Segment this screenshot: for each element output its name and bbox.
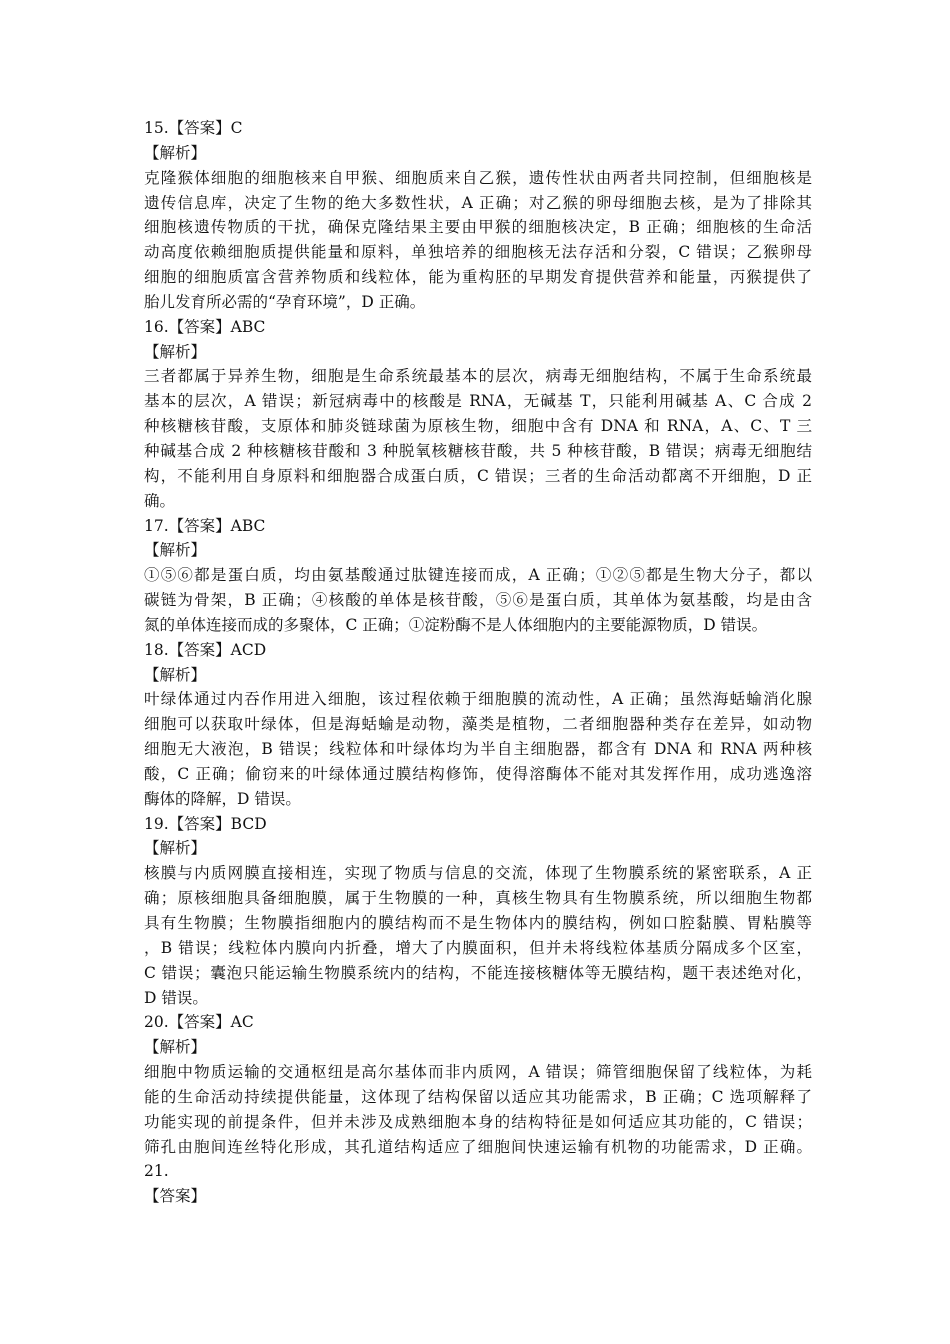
question-17-answer: 17.【答案】ABC (144, 516, 266, 535)
question-15-answer: 15.【答案】C (144, 119, 243, 137)
question-20-analysis-label: 【解析】 (144, 1038, 207, 1057)
analysis-line: D 错误。 (144, 988, 208, 1007)
analysis-line: 细胞中物质运输的交通枢纽是高尔基体而非内质网，A 错误；筛管细胞保留了线粒体，为耗 (144, 1063, 812, 1082)
analysis-line: 核膜与内质网膜直接相连，实现了物质与信息的交流，体现了生物膜系统的紧密联系，A 正 (144, 864, 812, 883)
question-19-analysis-label: 【解析】 (144, 839, 207, 858)
analysis-line: 叶绿体通过内吞作用进入细胞，该过程依赖于细胞膜的流动性，A 正确；虽然海蛞蝓消化腺 (144, 690, 812, 709)
question-21-block (144, 1159, 812, 1209)
question-21-answer-label: 【答案】 (144, 1187, 207, 1206)
analysis-line: C 错误；囊泡只能运输生物膜系统内的结构，不能连接核糖体等无膜结构，题干表述绝对化， (144, 963, 812, 982)
question-16-answer: 16.【答案】ABC (144, 317, 266, 336)
analysis-line: 动高度依赖细胞质提供能量和原料，单独培养的细胞核无法存活和分裂，C 错误；乙猴卵母 (144, 243, 812, 262)
question-18-answer: 18.【答案】ACD (144, 640, 267, 659)
analysis-line: 构，不能利用自身原料和细胞器合成蛋白质，C 错误；三者的生命活动都离不开细胞，D 正 (144, 466, 812, 485)
question-15-block (144, 116, 812, 315)
analysis-line: 氮的单体连接而成的多聚体，C 正确；①淀粉酶不是人体细胞内的主要能源物质，D 错误。 (144, 615, 768, 634)
analysis-line: 碳链为骨架，B 正确；④核酸的单体是核苷酸，⑤⑥是蛋白质，其单体为氨基酸，均是由含 (144, 591, 812, 610)
analysis-line: 遗传信息库，决定了生物的绝大多数性状，A 正确；对乙猴的卵母细胞去核，是为了排除其 (144, 193, 812, 212)
analysis-line: 确；原核细胞具备细胞膜，属于生物膜的一种，真核生物具有生物膜系统，所以细胞生物都 (144, 889, 812, 908)
analysis-line: 基本的层次，A 错误；新冠病毒中的核酸是 RNA，无碱基 T，只能利用碱基 A、C 合成 2 (144, 392, 812, 411)
analysis-line: 细胞可以获取叶绿体，但是海蛞蝓是动物，藻类是植物，二者细胞器种类存在差异，如动物 (144, 715, 812, 734)
question-16-block (144, 315, 812, 514)
question-19-answer: 19.【答案】BCD (144, 814, 267, 833)
question-15-analysis-label: 【解析】 (144, 143, 207, 162)
analysis-line: 筛孔由胞间连丝特化形成，其孔道结构适应了细胞间快速运输有机物的功能需求，D 正确。 (144, 1137, 812, 1156)
analysis-line: 种碱基合成 2 种核糖核苷酸和 3 种脱氧核糖核苷酸，共 5 种核苷酸，B 错误；病毒无细胞结 (144, 441, 812, 460)
analysis-line: ①⑤⑥都是蛋白质，均由氨基酸通过肽键连接而成，A 正确；①②⑤都是生物大分子，都以 (144, 566, 812, 585)
question-19-block (144, 812, 812, 1011)
analysis-line: 能的生命活动持续提供能量，这体现了结构保留以适应其功能需求，B 正确；C 选项解释了 (144, 1087, 812, 1106)
question-17-analysis-label: 【解析】 (144, 541, 207, 560)
question-21-number: 21. (144, 1162, 169, 1181)
analysis-line: 酶体的降解，D 错误。 (144, 789, 301, 808)
question-17-block (144, 514, 812, 638)
question-18-block (144, 638, 812, 812)
question-20-answer: 20.【答案】AC (144, 1013, 254, 1032)
analysis-line: 细胞核遗传物质的干扰，确保克隆结果主要由甲猴的细胞核决定，B 正确；细胞核的生命活 (144, 218, 812, 237)
analysis-line: ，B 错误；线粒体内膜向内折叠，增大了内膜面积，但并未将线粒体基质分隔成多个区室， (144, 938, 812, 957)
analysis-line: 三者都属于异养生物，细胞是生命系统最基本的层次，病毒无细胞结构，不属于生命系统最 (144, 367, 812, 386)
analysis-line: 克隆猴体细胞的细胞核来自甲猴、细胞质来自乙猴，遗传性状由两者共同控制，但细胞核是 (144, 168, 812, 187)
analysis-line: 细胞无大液泡，B 错误；线粒体和叶绿体均为半自主细胞器，都含有 DNA 和 RNA 两种核 (144, 740, 812, 759)
answer-analysis-section (144, 116, 812, 1209)
analysis-line: 胎儿发育所必需的“孕育环境”，D 正确。 (144, 292, 426, 311)
analysis-line: 酸，C 正确；偷窃来的叶绿体通过膜结构修饰，使得溶酶体不能对其发挥作用，成功逃逸溶 (144, 764, 812, 783)
analysis-line: 功能实现的前提条件，但并未涉及成熟细胞本身的结构特征是如何适应其功能的，C 错误； (144, 1112, 812, 1131)
question-18-analysis-label: 【解析】 (144, 665, 207, 684)
analysis-line: 具有生物膜；生物膜指细胞内的膜结构而不是生物体内的膜结构，例如口腔黏膜、胃粘膜等 (144, 914, 812, 932)
question-20-block (144, 1010, 812, 1159)
analysis-line: 细胞的细胞质富含营养物质和线粒体，能为重构胚的早期发育提供营养和能量，丙猴提供了 (144, 268, 812, 287)
question-16-analysis-label: 【解析】 (144, 342, 207, 361)
analysis-line: 种核糖核苷酸，支原体和肺炎链球菌为原核生物，细胞中含有 DNA 和 RNA，A、C、T 三 (144, 417, 812, 436)
analysis-line: 确。 (144, 491, 176, 510)
